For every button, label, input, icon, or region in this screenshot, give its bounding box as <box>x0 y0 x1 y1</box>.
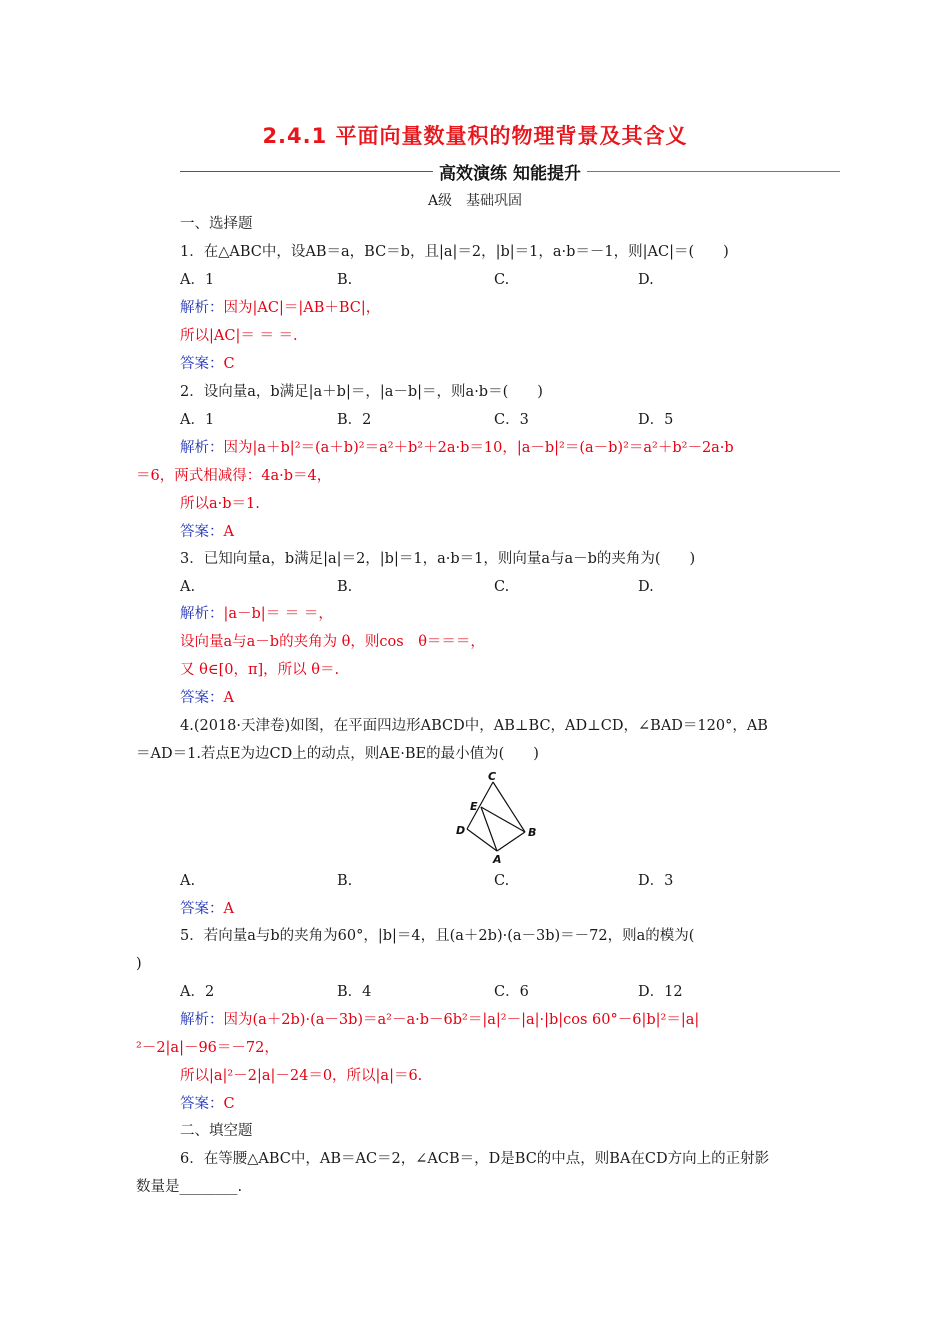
q2-solution-line3: 所以a·b＝1. <box>180 496 260 512</box>
fig-label-a: A <box>493 853 502 866</box>
fig-label-c: C <box>488 770 497 783</box>
fig-edge-cb <box>493 782 525 832</box>
q4-option-c: C. <box>494 873 510 889</box>
q5-answer-label: 答案： <box>180 1096 224 1112</box>
q1-solution-line2: 所以|AC|＝ ＝ ＝. <box>180 328 298 344</box>
section-heading-choice: 一、选择题 <box>180 216 253 232</box>
q4-answer-label: 答案： <box>180 901 224 917</box>
q3-answer-label: 答案： <box>180 690 224 706</box>
q1-option-a: A．1 <box>180 272 215 288</box>
q3-answer-value: A <box>223 690 234 706</box>
q1-option-d: D. <box>638 272 654 288</box>
q5-solution-line3: 所以|a|²－2|a|－24＝0，所以|a|＝6. <box>180 1068 423 1084</box>
q2-option-b: B．2 <box>337 412 372 428</box>
q2-option-d: D．5 <box>638 412 674 428</box>
q3-solution-line3: 又 θ∈[0，π]，所以 θ＝. <box>180 662 340 678</box>
q3-solution-text1: |a－b|＝ ＝ ＝， <box>223 606 333 622</box>
fig-label-e: E <box>470 800 478 813</box>
q5-stem-line1: 5．若向量a与b的夹角为60°，|b|＝4，且(a＋2b)·(a－3b)＝－72，则a的模为( <box>180 928 695 944</box>
fig-edge-ab <box>497 832 525 851</box>
q5-option-a: A．2 <box>180 984 215 1000</box>
section-heading-fill: 二、填空题 <box>180 1123 253 1139</box>
banner-text: 高效演练 知能提升 <box>439 163 581 184</box>
q1-option-c: C. <box>494 272 510 288</box>
q4-answer <box>180 899 234 919</box>
q5-solution-line2: ²－2|a|－96＝－72， <box>136 1040 279 1056</box>
q5-solution-label: 解析： <box>180 1012 224 1028</box>
section-banner <box>180 160 840 182</box>
fig-label-b: B <box>528 826 537 839</box>
q2-solution-text1: 因为|a＋b|²＝(a＋b)²＝a²＋b²＋2a·b＝10，|a－b|²＝(a－b)²＝a²＋b²－2a·b <box>223 440 734 456</box>
q4-option-a: A. <box>180 873 196 889</box>
q1-solution-line1 <box>180 298 380 318</box>
q5-solution-text1: 因为(a＋2b)·(a－3b)＝a²－a·b－6b²＝|a|²－|a|·|b|cos 60°－6|b|²＝|a| <box>223 1012 700 1028</box>
quadrilateral-figure <box>448 768 548 868</box>
q2-option-c: C．3 <box>494 412 529 428</box>
q1-answer-value: C <box>223 356 235 372</box>
q5-solution-line1 <box>180 1010 699 1030</box>
page-title: 2.4.1 平面向量数量积的物理背景及其含义 <box>262 124 688 148</box>
q2-stem: 2．设向量a，b满足|a＋b|＝，|a－b|＝，则a·b＝( ) <box>180 384 543 400</box>
q5-option-d: D．12 <box>638 984 683 1000</box>
fig-edge-eb <box>481 807 525 832</box>
q3-answer <box>180 688 234 708</box>
q1-option-b: B. <box>337 272 353 288</box>
q3-stem: 3．已知向量a，b满足|a|＝2，|b|＝1，a·b＝1，则向量a与a－b的夹角为( ) <box>180 551 696 567</box>
q2-option-a: A．1 <box>180 412 215 428</box>
q1-solution-text1: 因为|AC|＝|AB＋BC|， <box>223 300 381 316</box>
q5-option-c: C．6 <box>494 984 529 1000</box>
q2-solution-line1 <box>180 438 734 458</box>
q1-solution-label: 解析： <box>180 300 224 316</box>
q1-stem: 1．在△ABC中，设AB＝a，BC＝b，且|a|＝2，|b|＝1，a·b＝－1，则|AC|＝( ) <box>180 244 729 260</box>
q5-option-b: B．4 <box>337 984 372 1000</box>
q1-answer-label: 答案： <box>180 356 224 372</box>
q5-answer <box>180 1094 235 1114</box>
q1-answer <box>180 354 235 374</box>
q3-option-b: B. <box>337 579 353 595</box>
q2-solution-label: 解析： <box>180 440 224 456</box>
q6-stem-line2: 数量是________. <box>136 1179 243 1195</box>
fig-label-d: D <box>456 824 466 837</box>
q2-answer-value: A <box>223 524 234 540</box>
q2-answer <box>180 522 234 542</box>
q3-option-c: C. <box>494 579 510 595</box>
q4-option-b: B. <box>337 873 353 889</box>
q3-option-a: A. <box>180 579 196 595</box>
q3-option-d: D. <box>638 579 654 595</box>
q6-stem-line1: 6．在等腰△ABC中，AB＝AC＝2，∠ACB＝，D是BC的中点，则BA在CD方向上的正射影 <box>180 1151 770 1167</box>
q4-answer-value: A <box>223 901 234 917</box>
q3-solution-line1 <box>180 604 333 624</box>
level-heading: A级 基础巩固 <box>427 193 523 209</box>
q2-solution-line2: ＝6，两式相减得：4a·b＝4， <box>136 468 332 484</box>
q2-answer-label: 答案： <box>180 524 224 540</box>
q5-stem-line2: ) <box>136 956 142 972</box>
q4-option-d: D．3 <box>638 873 674 889</box>
q5-answer-value: C <box>223 1096 235 1112</box>
q4-stem-line1: 4.(2018·天津卷)如图，在平面四边形ABCD中，AB⊥BC，AD⊥CD，∠BAD＝120°，AB <box>180 718 768 734</box>
q3-solution-label: 解析： <box>180 606 224 622</box>
banner-rule-right <box>587 171 840 172</box>
q4-stem-line2: ＝AD＝1.若点E为边CD上的动点，则AE·BE的最小值为( ) <box>136 746 539 762</box>
q3-solution-line2: 设向量a与a－b的夹角为 θ，则cos θ＝＝＝， <box>180 634 485 650</box>
banner-rule-left <box>180 171 433 172</box>
